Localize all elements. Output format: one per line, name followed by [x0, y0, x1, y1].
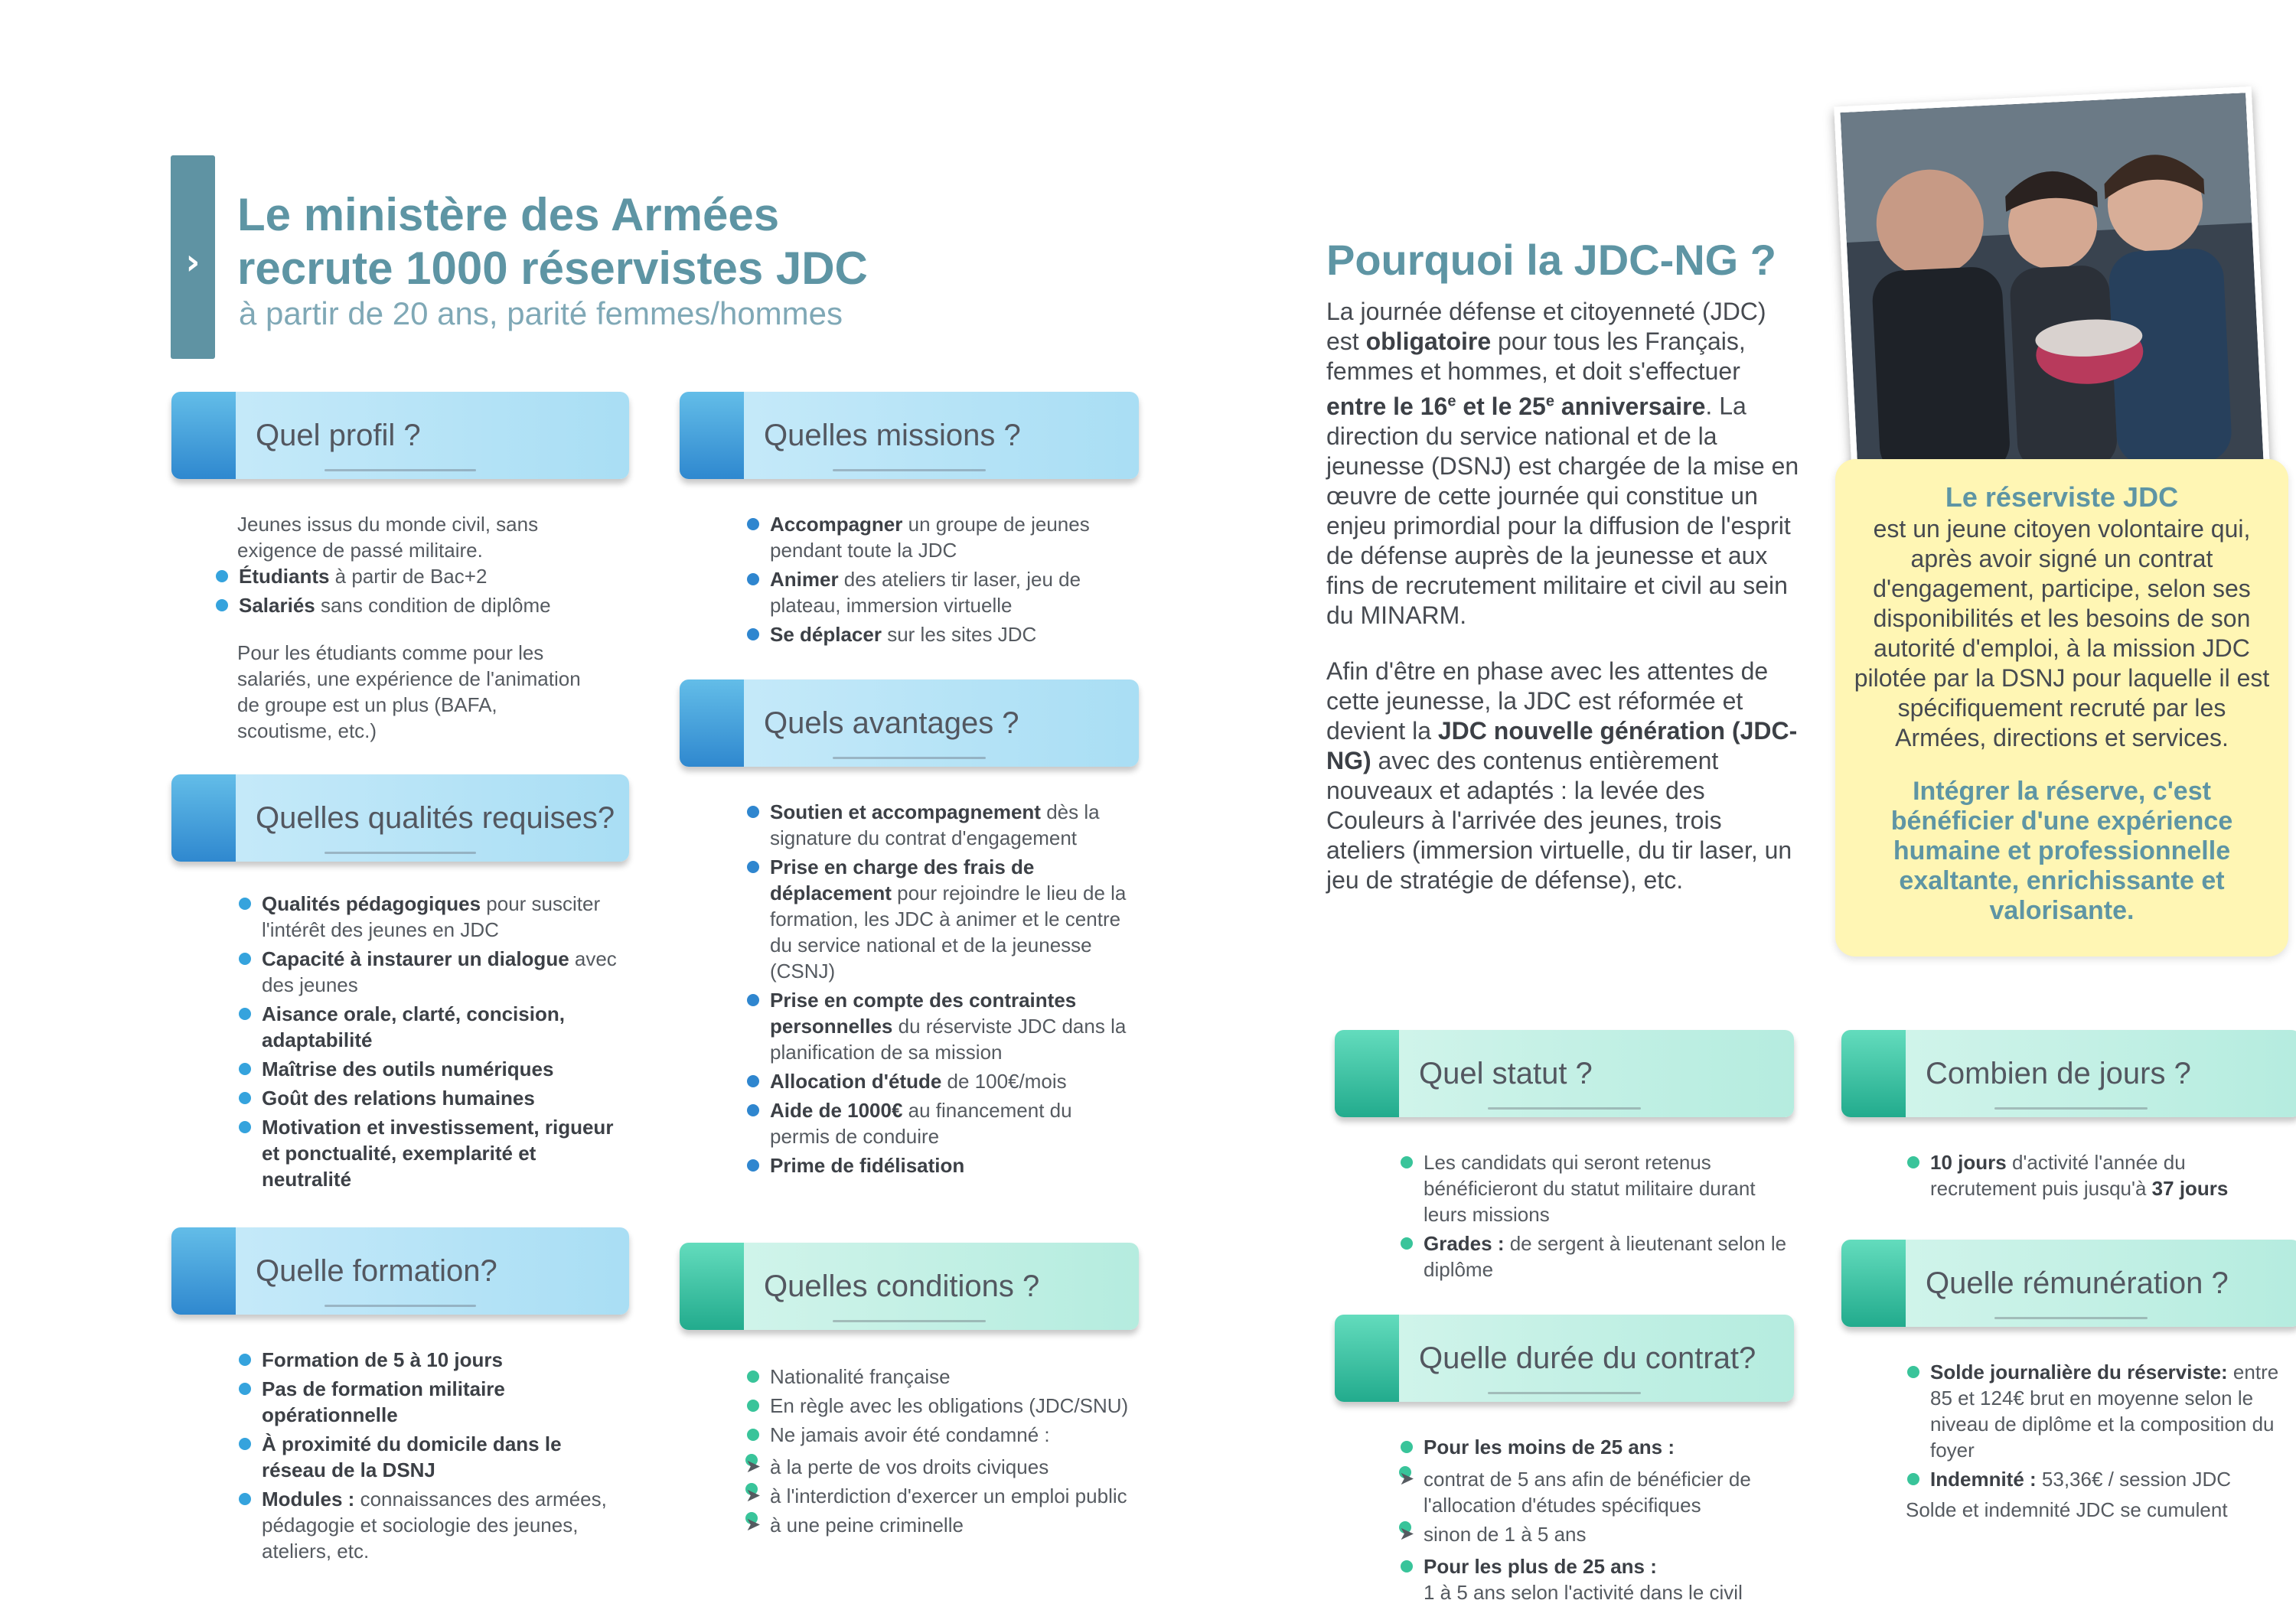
section-header-profil: [171, 392, 629, 479]
photo-illustration: [1841, 93, 2264, 479]
list-item: Étudiants à partir de Bac+2: [214, 563, 597, 589]
section-tab: [1335, 1315, 1399, 1402]
sub-item: ➤ à la perte de vos droits civiques: [745, 1454, 1136, 1480]
section-title: Quels avantages ?: [764, 706, 1019, 740]
list-item: Motivation et investissement, rigueur et ponctualité, exemplarité et neutralité: [237, 1114, 620, 1192]
remuneration-content: [1906, 1359, 2281, 1523]
list-item: Qualités pédagogiques pour susciter l'intérêt des jeunes en JDC: [237, 891, 620, 943]
title-line-2: recrute 1000 réservistes JDC: [237, 243, 868, 294]
conditions-sublist: [745, 1454, 1136, 1538]
section-title: Combien de jours ?: [1926, 1057, 2191, 1090]
section-header-avantages: [680, 680, 1139, 767]
section-title: Quelles qualités requises?: [256, 801, 615, 835]
title-line-1: Le ministère des Armées: [237, 189, 780, 240]
section-header-jours: [1841, 1030, 2296, 1117]
chevron-right-icon: ›: [185, 241, 201, 282]
why-title: Pourquoi la JDC-NG ?: [1326, 236, 1776, 284]
conditions-list: [745, 1364, 1136, 1538]
jours-content: [1906, 1149, 2273, 1201]
section-header-formation: [171, 1227, 629, 1315]
section-title: Quelles conditions ?: [764, 1269, 1040, 1303]
page-title: [237, 188, 1003, 295]
profil-intro: Jeunes issus du monde civil, sans exigence de passé militaire.: [237, 513, 539, 562]
profil-list: [214, 563, 597, 618]
reserviste-cta: Intégrer la réserve, c'est bénéficier d'une expérience humaine et professionnelle exaltante, enrichissante et valorisante.: [1890, 777, 2233, 925]
list-item: Allocation d'étude de 100€/mois: [745, 1068, 1128, 1094]
section-title: Quel profil ?: [256, 419, 421, 452]
sub-item: ➤ sinon de 1 à 5 ans: [1399, 1521, 1805, 1547]
list-item: Ne jamais avoir été condamné : ➤ à la perte de vos droits civiques ➤ à l'interdiction d'exercer un emploi public ➤ à une peine criminelle: [745, 1422, 1136, 1538]
list-item: En règle avec les obligations (JDC/SNU): [745, 1393, 1136, 1419]
why-paragraph-1: La journée défense et citoyenneté (JDC) est obligatoire pour tous les Français, femmes et hommes, et doit s'effectuer entre le 16e et le 25e anniversaire. La direction du service national et de la jeunesse (DSNJ) est chargée de la mise en œuvre de cette journée qui constitue un enjeu primordial pour la diffusion de l'esprit de défense auprès de la jeunesse et aux fins de recrutement militaire et civil au sein du MINARM.: [1326, 298, 1799, 629]
list-item: Grades : de sergent à lieutenant selon le diplôme: [1399, 1230, 1789, 1282]
list-item: Se déplacer sur les sites JDC: [745, 621, 1128, 647]
section-tab: [171, 392, 236, 479]
list-item: Pas de formation militaire opérationnelle: [237, 1376, 628, 1428]
reserviste-body: est un jeune citoyen volontaire qui, après avoir signé un contrat d'engagement, participe, selon ses disponibilités et les besoins de son autorité d'emploi, à la mission JDC pilotée par la DSNJ pour laquelle il est spécifiquement recruté par les Armées, directions et services.: [1854, 515, 2270, 751]
section-tab: [1335, 1030, 1399, 1117]
list-item: Soutien et accompagnement dès la signature du contrat d'engagement: [745, 799, 1128, 851]
list-item: Animer des ateliers tir laser, jeu de plateau, immersion virtuelle: [745, 566, 1128, 618]
section-tab: [1841, 1240, 1906, 1327]
section-title: Quelles missions ?: [764, 419, 1021, 452]
list-item: Goût des relations humaines: [237, 1085, 620, 1111]
list-item: Modules : connaissances des armées, pédagogie et sociologie des jeunes, ateliers, etc.: [237, 1486, 628, 1564]
statut-content: [1399, 1149, 1789, 1282]
list-item: À proximité du domicile dans le réseau de la DSNJ: [237, 1431, 628, 1483]
list-item: Accompagner un groupe de jeunes pendant toute la JDC: [745, 511, 1128, 563]
section-title: Quelle durée du contrat?: [1419, 1341, 1756, 1375]
list-item: Aide de 1000€ au financement du permis de conduire: [745, 1097, 1128, 1149]
section-header-remuneration: [1841, 1240, 2296, 1327]
list-item: Nationalité française: [745, 1364, 1136, 1390]
sub-item: ➤ contrat de 5 ans afin de bénéficier de l'allocation d'études spécifiques: [1399, 1466, 1805, 1518]
list-item: Maîtrise des outils numériques: [237, 1056, 620, 1082]
list-item: Formation de 5 à 10 jours: [237, 1347, 628, 1373]
avantages-content: [745, 799, 1128, 1178]
section-tab: [680, 680, 744, 767]
list-item: Prime de fidélisation: [745, 1152, 1128, 1178]
remuneration-list: [1906, 1359, 2281, 1492]
duree-sublist: [1399, 1466, 1805, 1547]
jours-list: [1906, 1149, 2273, 1201]
list-item: Les candidats qui seront retenus bénéficieront du statut militaire durant leurs missions: [1399, 1149, 1789, 1227]
duree-content: [1399, 1434, 1805, 1605]
missions-list: [745, 511, 1128, 647]
list-item: Capacité à instaurer un dialogue avec des jeunes: [237, 946, 620, 998]
section-title: Quelle formation?: [256, 1254, 497, 1288]
why-body: [1326, 297, 1801, 921]
reserviste-title: Le réserviste JDC: [1945, 481, 2179, 513]
list-item: Prise en compte des contraintes personnelles du réserviste JDC dans la planification de sa mission: [745, 987, 1128, 1065]
page-subtitle: à partir de 20 ans, parité femmes/hommes: [239, 295, 843, 331]
statut-list: [1399, 1149, 1789, 1282]
duree-list: [1399, 1434, 1805, 1605]
section-header-conditions: [680, 1243, 1139, 1330]
section-tab: [1841, 1030, 1906, 1117]
formation-content: [237, 1347, 628, 1564]
profil-content: [237, 511, 597, 744]
qualites-list: [237, 891, 620, 1192]
list-item: Indemnité : 53,36€ / session JDC: [1906, 1466, 2281, 1492]
section-tab: [171, 774, 236, 862]
photo-young-people: [1834, 86, 2270, 486]
section-tab: [680, 392, 744, 479]
missions-content: [745, 511, 1128, 647]
section-tab: [680, 1243, 744, 1330]
formation-list: [237, 1347, 628, 1564]
sub-item: ➤ à l'interdiction d'exercer un emploi public: [745, 1483, 1136, 1509]
list-item: Pour les moins de 25 ans : ➤ contrat de 5 ans afin de bénéficier de l'allocation d'études spécifiques ➤ sinon de 1 à 5 ans: [1399, 1434, 1805, 1547]
list-item: Solde journalière du réserviste: entre 85 et 124€ brut en moyenne selon le niveau de diplôme et la composition du foyer: [1906, 1359, 2281, 1463]
avantages-list: [745, 799, 1128, 1178]
section-tab: [171, 1227, 236, 1315]
section-header-statut: [1335, 1030, 1794, 1117]
why-paragraph-2: Afin d'être en phase avec les attentes de cette jeunesse, la JDC est réformée et devient la JDC nouvelle génération (JDC-NG) avec des contenus entièrement nouveaux et adaptés : la levée des Couleurs à l'arrivée des jeunes, trois ateliers (immersion virtuelle, du tir laser, un jeu de stratégie de défense), etc.: [1326, 657, 1798, 894]
remuneration-note: Solde et indemnité JDC se cumulent: [1906, 1498, 2228, 1521]
section-title: Quel statut ?: [1419, 1057, 1593, 1090]
section-header-qualites: [171, 774, 629, 862]
list-item: Aisance orale, clarté, concision, adaptabilité: [237, 1001, 620, 1053]
list-item: Prise en charge des frais de déplacement pour rejoindre le lieu de la formation, les JDC à animer et le centre du service national et de la jeunesse (CSNJ): [745, 854, 1128, 984]
sub-item: ➤ à une peine criminelle: [745, 1512, 1136, 1538]
conditions-content: [745, 1364, 1136, 1538]
list-item: 10 jours d'activité l'année du recrutement puis jusqu'à 37 jours: [1906, 1149, 2273, 1201]
qualites-content: [237, 891, 620, 1192]
list-item: Pour les plus de 25 ans : 1 à 5 ans selon l'activité dans le civil: [1399, 1553, 1805, 1605]
profil-note: Pour les étudiants comme pour les salariés, une expérience de l'animation de groupe est un plus (BAFA, scoutisme, etc.): [237, 641, 581, 742]
section-title: Quelle rémunération ?: [1926, 1266, 2229, 1300]
section-header-missions: [680, 392, 1139, 479]
section-header-duree: [1335, 1315, 1794, 1402]
list-item: Salariés sans condition de diplôme: [214, 592, 597, 618]
